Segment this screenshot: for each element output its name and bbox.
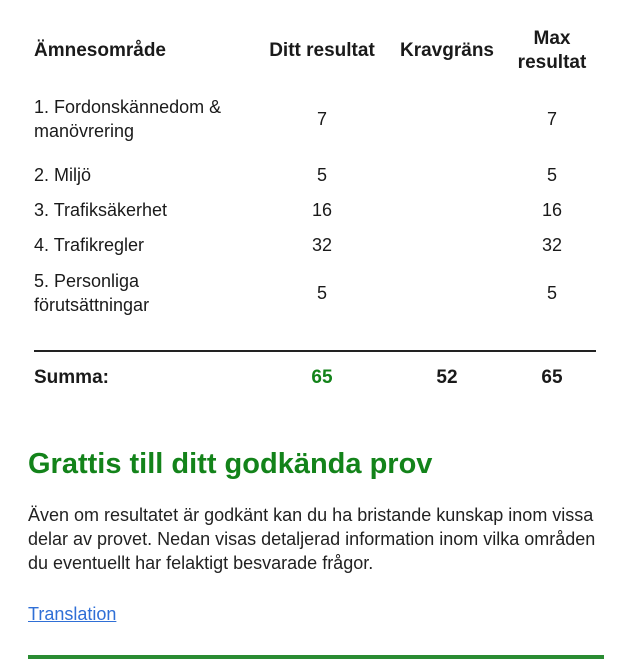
row-subject: 5. Personliga förutsättningar [34,271,150,315]
row-subject: 1. Fordonskännedom & manövrering [34,97,222,141]
info-text: Även om resultatet är godkänt kan du ha bristande kunskap inom vissa delar av provet. Nedan visas detaljerad information inom vilka områden du eventuellt har felaktigt besvarade frågor. [28,505,596,573]
row-subject: 2. Miljö [34,165,92,185]
sum-max-result: 65 [541,367,563,388]
sum-row [34,352,596,404]
header-max-result: Max resultat [517,28,587,73]
row-your-result: 7 [316,109,327,129]
row-your-result: 32 [311,235,333,255]
sum-your-result: 65 [311,367,333,388]
table-row [34,158,596,192]
row-subject: 4. Trafikregler [34,235,145,255]
row-max-result: 5 [546,283,557,303]
table-row [34,80,596,158]
table-row [34,262,596,324]
section-divider-bar [28,655,604,659]
results-table [34,22,596,404]
sum-label: Summa: [34,367,109,388]
row-your-result: 5 [316,283,327,303]
header-your-result: Ditt resultat [269,40,375,61]
row-max-result: 5 [546,165,557,185]
header-subject: Ämnesområde [34,40,166,61]
row-max-result: 32 [541,235,563,255]
row-max-result: 7 [546,109,557,129]
row-max-result: 16 [541,200,563,220]
table-header-row [34,22,596,80]
row-subject: 3. Trafiksäkerhet [34,200,168,220]
sum-threshold: 52 [436,367,458,388]
table-row [34,192,596,228]
congratulations-heading: Grattis till ditt godkända prov [28,448,433,480]
table-row [34,228,596,262]
row-your-result: 5 [316,165,327,185]
row-your-result: 16 [311,200,333,220]
translation-link[interactable]: Translation [28,604,117,624]
header-threshold: Kravgräns [400,40,494,61]
